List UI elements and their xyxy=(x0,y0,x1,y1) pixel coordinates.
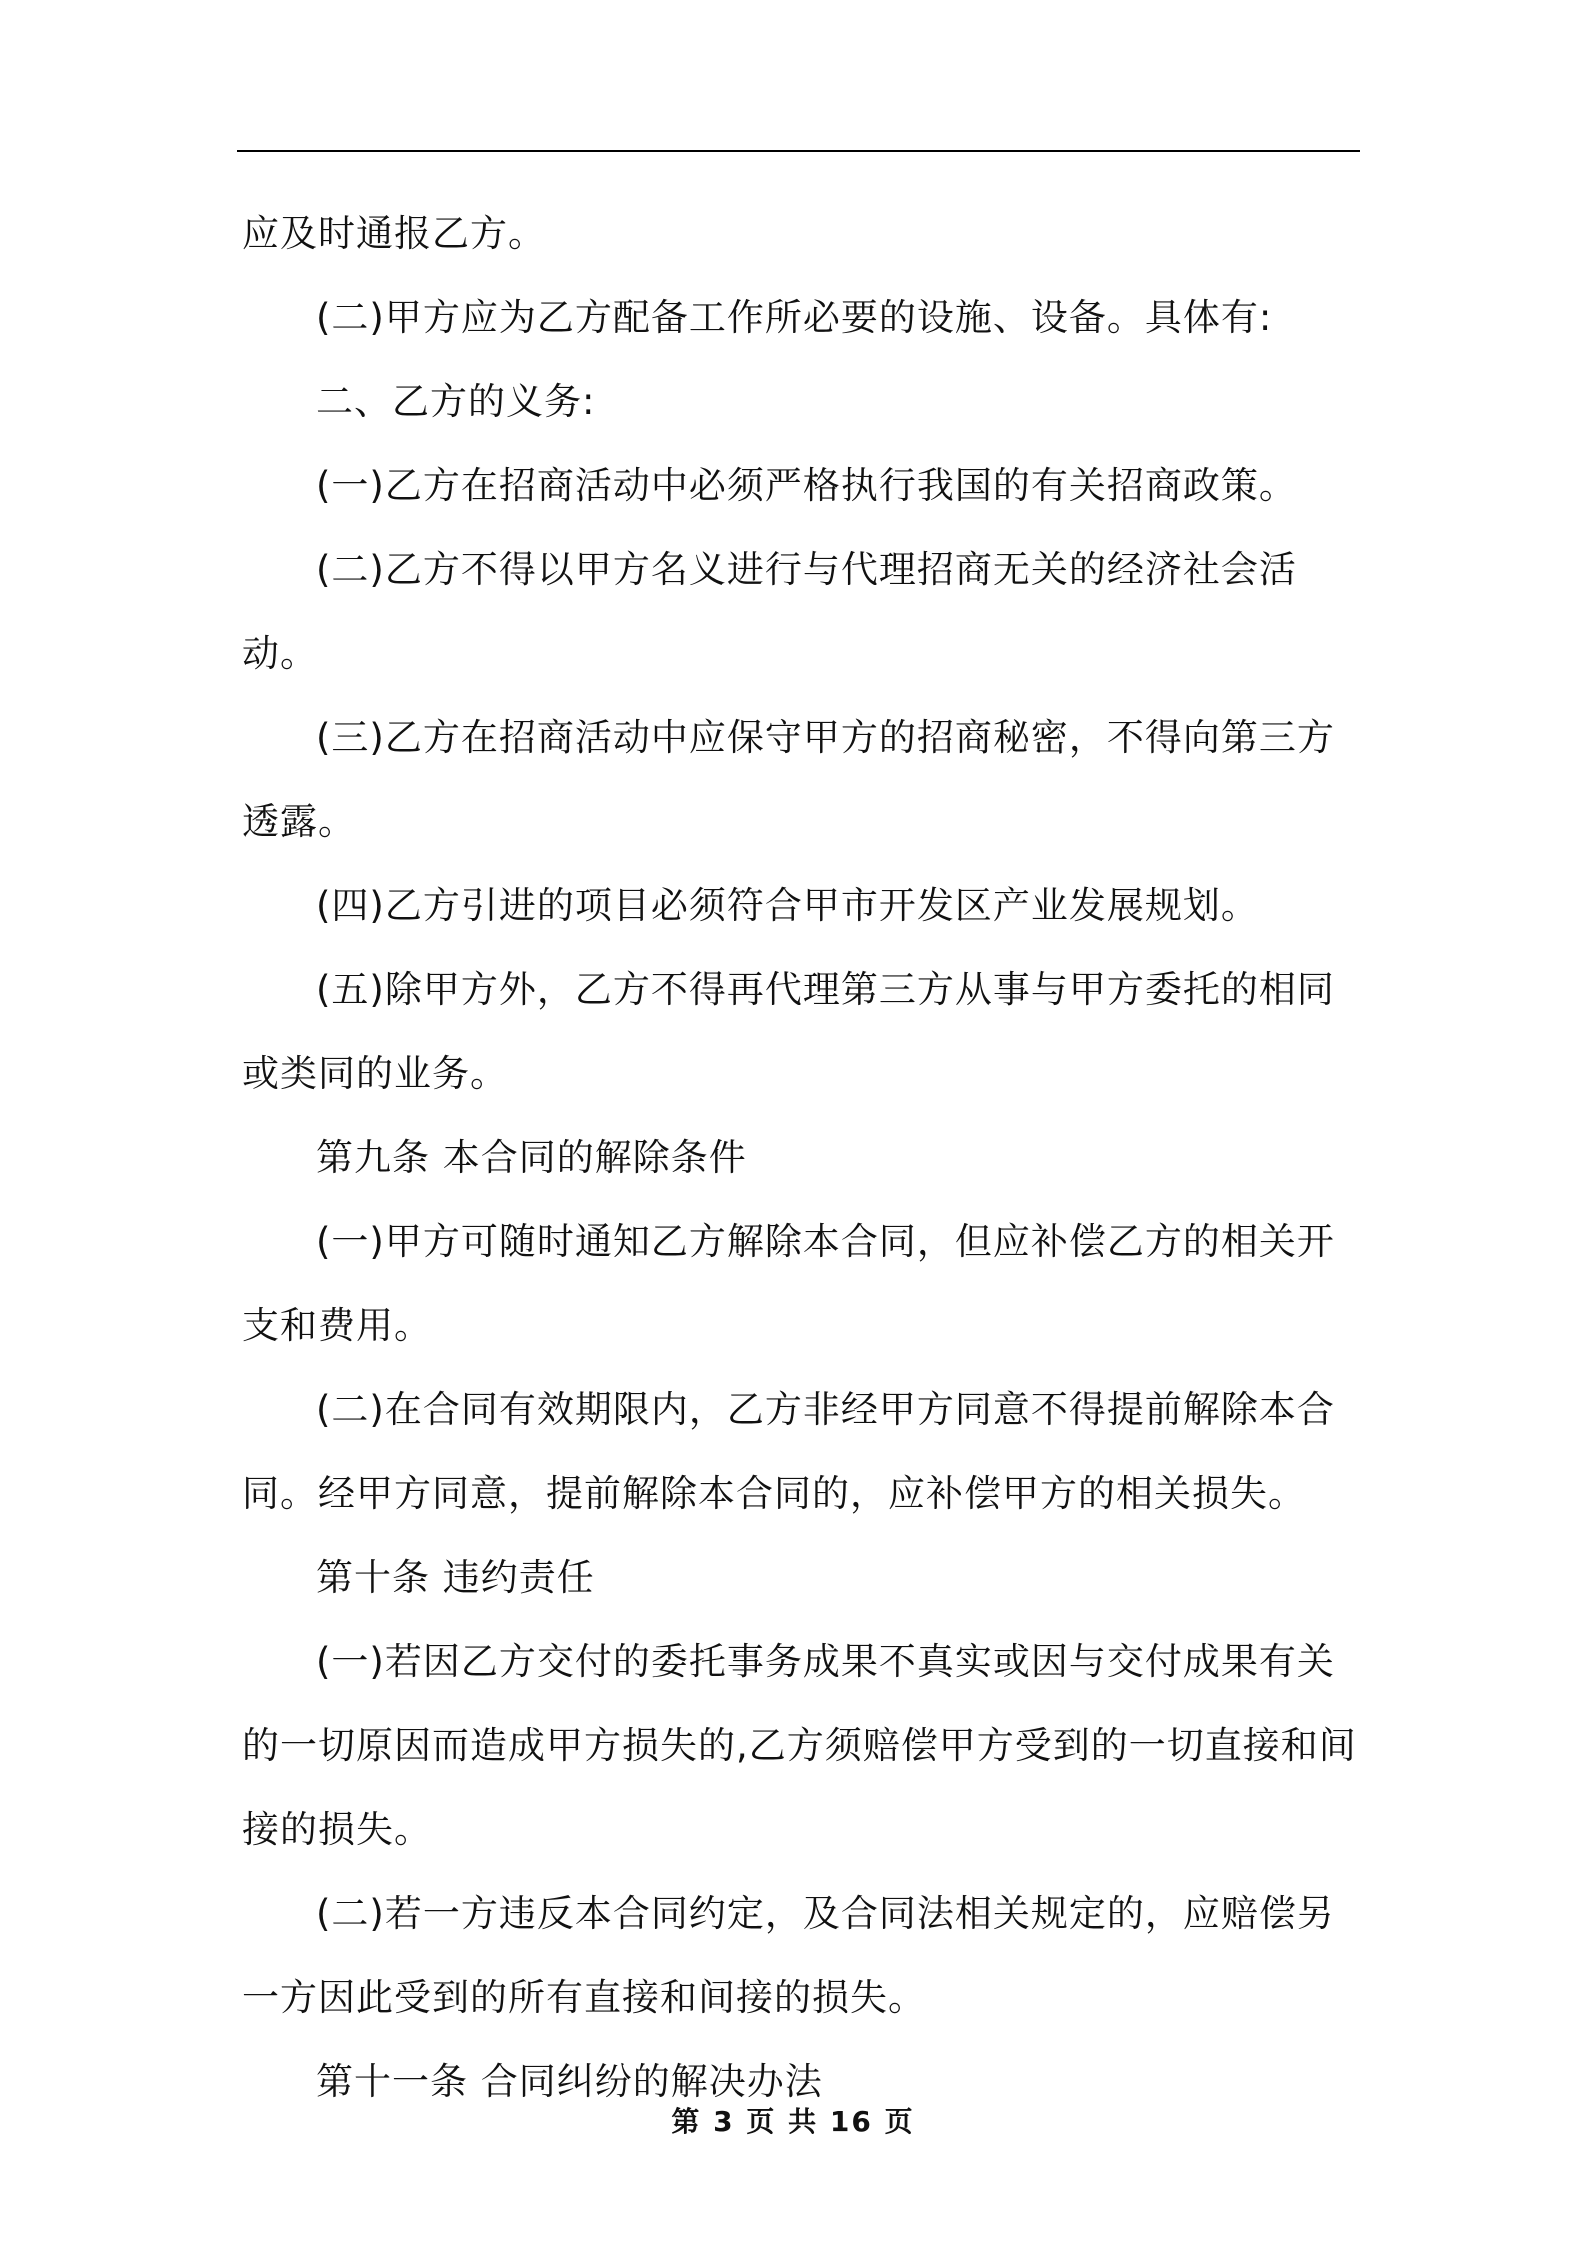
paragraph: 应及时通报乙方。 xyxy=(242,212,546,255)
paragraph: (二)乙方不得以甲方名义进行与代理招商无关的经济社会活动。 xyxy=(242,548,1297,675)
paragraph: (三)乙方在招商活动中应保守甲方的招商秘密，不得向第三方透露。 xyxy=(242,716,1335,843)
section-heading: 二、乙方的义务: xyxy=(316,380,596,423)
paragraph: (五)除甲方外，乙方不得再代理第三方从事与甲方委托的相同或类同的业务。 xyxy=(242,968,1335,1095)
paragraph: (一)乙方在招商活动中必须严格执行我国的有关招商政策。 xyxy=(316,464,1297,507)
page-number-footer: 第 3 页 共 16 页 xyxy=(671,2105,915,2138)
paragraph: (二)在合同有效期限内，乙方非经甲方同意不得提前解除本合同。经甲方同意，提前解除本合同的，应补偿甲方的相关损失。 xyxy=(242,1388,1335,1515)
article-heading: 第十一条 合同纠纷的解决办法 xyxy=(316,2060,823,2103)
paragraph: (一)甲方可随时通知乙方解除本合同，但应补偿乙方的相关开支和费用。 xyxy=(242,1220,1335,1347)
article-heading: 第九条 本合同的解除条件 xyxy=(316,1136,747,1179)
document-body xyxy=(242,192,1360,2124)
header-rule xyxy=(237,150,1360,152)
paragraph: (二)甲方应为乙方配备工作所必要的设施、设备。具体有: xyxy=(316,296,1273,339)
article-heading: 第十条 违约责任 xyxy=(316,1556,595,1599)
paragraph: (二)若一方违反本合同约定，及合同法相关规定的，应赔偿另一方因此受到的所有直接和间接的损失。 xyxy=(242,1892,1335,2019)
paragraph: (四)乙方引进的项目必须符合甲市开发区产业发展规划。 xyxy=(316,884,1259,927)
paragraph: (一)若因乙方交付的委托事务成果不真实或因与交付成果有关的一切原因而造成甲方损失的,乙方须赔偿甲方受到的一切直接和间接的损失。 xyxy=(242,1640,1357,1851)
